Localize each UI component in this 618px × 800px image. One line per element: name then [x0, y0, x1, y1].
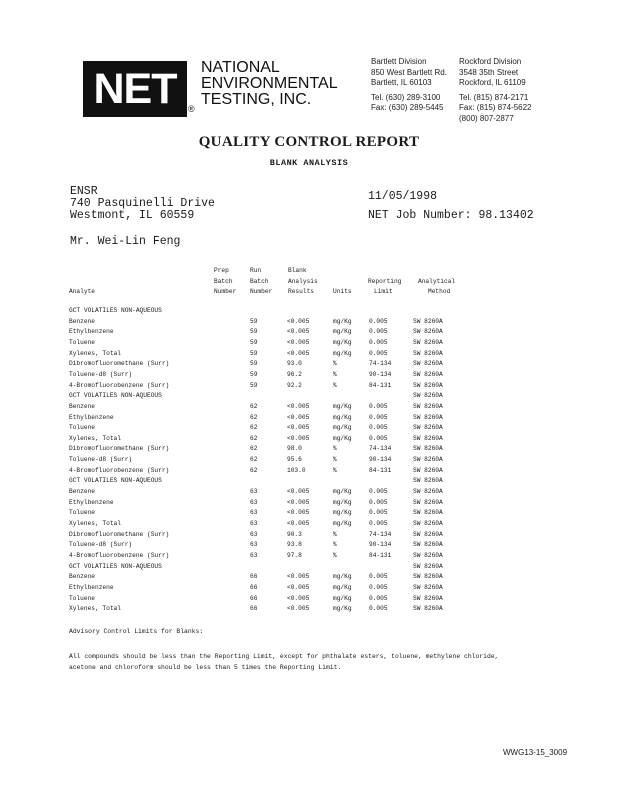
cell-units: mg/Kg: [333, 413, 352, 421]
header-line: Batch: [250, 277, 269, 285]
cell-units: %: [333, 360, 337, 368]
cell-run: 59: [250, 360, 258, 368]
cell-units: mg/Kg: [333, 328, 352, 336]
header-line: [333, 277, 352, 288]
cell-run: 62: [250, 445, 258, 453]
cell-result: 95.6: [287, 456, 302, 464]
cell-method: SW 8260A: [413, 488, 443, 496]
cell-units: mg/Kg: [333, 498, 352, 506]
table-row: [0, 530, 618, 541]
table-row: [0, 455, 618, 466]
cell-run: 62: [250, 413, 258, 421]
cell-method: SW 8260A: [413, 541, 443, 549]
cell-run: 59: [250, 338, 258, 346]
header-line: [69, 277, 95, 288]
header-line: Batch: [214, 277, 233, 285]
cell-analyte: Ethylbenzene: [69, 498, 114, 506]
cell-method: SW 8260A: [413, 498, 443, 506]
report-subtitle: BLANK ANALYSIS: [269, 158, 349, 168]
cell-method: SW 8260A: [413, 573, 443, 581]
cell-run: 63: [250, 541, 258, 549]
cell-analyte: Ethylbenzene: [69, 328, 114, 336]
header-prep-batch: [214, 266, 236, 298]
cell-rl: 0.005: [369, 573, 388, 581]
cell-result: 103.0: [287, 466, 306, 474]
cell-analyte: Ethylbenzene: [69, 583, 114, 591]
office-line: Tel. (815) 874-2171: [459, 92, 529, 102]
cell-run: 59: [250, 381, 258, 389]
table-row: [0, 476, 618, 487]
header-line: [418, 266, 455, 277]
net-logo: NET: [83, 61, 187, 117]
cell-result: <0.005: [287, 509, 310, 517]
office-line: Bartlett, IL 60103: [371, 78, 432, 87]
table-row: [0, 540, 618, 551]
table-row: [0, 444, 618, 455]
table-row: [0, 338, 618, 349]
office-line: Fax: (630) 289-5445: [371, 103, 444, 112]
report-title: QUALITY CONTROL REPORT: [198, 134, 420, 150]
cell-method: SW 8260A: [413, 349, 443, 357]
table-row: [0, 508, 618, 519]
cell-result: <0.005: [287, 434, 310, 442]
cell-run: 62: [250, 456, 258, 464]
cell-rl: 90-134: [369, 456, 392, 464]
office-line: (800) 807-2877: [459, 113, 514, 123]
cell-method: SW 8260A: [413, 381, 443, 389]
header-line: Number: [214, 288, 237, 295]
cell-analyte: Xylenes, Total: [69, 520, 121, 527]
cell-method: SW 8260A: [413, 360, 443, 368]
cell-rl: 74-134: [369, 445, 392, 453]
cell-method: SW 8260A: [413, 317, 443, 325]
cell-rl: 0.005: [369, 605, 388, 613]
cell-analyte: Toluene: [69, 338, 95, 346]
cell-result: 92.2: [287, 381, 302, 389]
registered-mark: ®: [188, 104, 195, 114]
header-line: Units: [333, 288, 352, 295]
cell-analyte: Toluene: [69, 594, 95, 602]
company-name-line: ENVIRONMENTAL: [201, 75, 338, 92]
cell-method: SW 8260A: [413, 594, 443, 602]
cell-result: <0.005: [287, 413, 310, 421]
cell-result: <0.005: [287, 349, 310, 357]
office-line: 3548 35th Street: [459, 67, 519, 77]
advisory-text: [69, 651, 499, 673]
cell-analyte: Benzene: [69, 317, 95, 325]
job-number-label: NET Job Number:: [368, 209, 472, 222]
cell-method: SW 8260A: [413, 445, 443, 453]
cell-rl: 90-134: [369, 370, 392, 378]
table-row: [0, 359, 618, 370]
cell-run: 62: [250, 466, 258, 474]
cell-run: 63: [250, 498, 258, 506]
header-blank-results: [288, 266, 318, 298]
company-name-line: TESTING, INC.: [201, 91, 312, 108]
cell-units: %: [333, 466, 337, 474]
table-row: [0, 498, 618, 509]
cell-rl: 90-134: [369, 541, 392, 549]
table-row: [0, 349, 618, 360]
cell-run: 66: [250, 573, 258, 581]
cell-analyte: Dibromofluoromethane (Surr): [69, 360, 170, 368]
cell-run: 59: [250, 349, 258, 357]
cell-units: %: [333, 551, 337, 559]
cell-rl: 84-131: [369, 381, 392, 389]
cell-units: mg/Kg: [333, 594, 352, 602]
cell-units: mg/Kg: [333, 509, 352, 517]
document-id: WWG13-15_3009: [503, 748, 568, 757]
header-line: Number: [250, 288, 273, 295]
advisory-heading: Advisory Control Limits for Blanks:: [69, 628, 204, 635]
table-row: [0, 551, 618, 562]
cell-analyte: GCT VOLATILES NON-AQUEOUS: [69, 392, 162, 400]
cell-rl: 84-131: [369, 551, 392, 559]
header-line: Reporting: [368, 277, 402, 285]
cell-run: 63: [250, 509, 258, 517]
office-line: Tel. (630) 289-3100: [371, 92, 441, 102]
cell-units: mg/Kg: [333, 605, 352, 613]
cell-rl: 0.005: [369, 424, 388, 432]
cell-method: SW 8260A: [413, 551, 443, 559]
cell-analyte: Dibromofluoromethane (Surr): [69, 530, 170, 538]
cell-run: 62: [250, 402, 258, 410]
report-date: 11/05/1998: [368, 190, 438, 203]
cell-rl: 74-134: [369, 360, 392, 368]
cell-rl: 0.005: [369, 402, 388, 410]
cell-method: SW 8260A: [413, 456, 443, 464]
cell-rl: 0.005: [369, 413, 388, 421]
header-line: [368, 266, 401, 277]
cell-rl: 0.005: [369, 488, 388, 496]
cell-result: <0.005: [287, 594, 310, 602]
cell-method: SW 8260A: [413, 328, 443, 336]
cell-result: 93.8: [287, 541, 302, 549]
header-line: Run: [250, 267, 262, 274]
cell-analyte: Toluene-d8 (Surr): [69, 370, 133, 378]
cell-method: SW 8260A: [413, 434, 443, 442]
header-line: Analyte: [69, 288, 95, 295]
cell-method: SW 8260A: [413, 562, 443, 570]
cell-run: 62: [250, 424, 258, 432]
cell-units: mg/Kg: [333, 317, 352, 325]
table-row: [0, 327, 618, 338]
header-units: [333, 266, 352, 298]
header-line: Analytical: [418, 277, 456, 285]
cell-analyte: Toluene: [69, 424, 95, 432]
cell-units: %: [333, 541, 337, 549]
cell-rl: 74-134: [369, 530, 392, 538]
header-line: Blank: [288, 267, 307, 274]
company-name-line: NATIONAL: [201, 59, 280, 76]
cell-units: %: [333, 445, 337, 453]
cell-rl: 0.005: [369, 594, 388, 602]
cell-units: %: [333, 456, 337, 464]
table-row: [0, 306, 618, 317]
office-line: Bartlett Division: [371, 57, 427, 66]
cell-units: %: [333, 370, 337, 378]
cell-result: 97.8: [287, 551, 302, 559]
cell-rl: 0.005: [369, 338, 388, 346]
cell-analyte: GCT VOLATILES NON-AQUEOUS: [69, 477, 162, 485]
header-line: Method: [428, 288, 451, 295]
cell-rl: 0.005: [369, 317, 388, 325]
cell-units: mg/Kg: [333, 583, 352, 591]
cell-run: 63: [250, 488, 258, 496]
cell-units: mg/Kg: [333, 434, 352, 442]
cell-result: <0.005: [287, 488, 310, 496]
table-row: [0, 423, 618, 434]
cell-result: <0.005: [287, 498, 310, 506]
cell-method: SW 8260A: [413, 424, 443, 432]
cell-run: 63: [250, 551, 258, 559]
table-row: [0, 594, 618, 605]
table-row: [0, 572, 618, 583]
cell-result: <0.005: [287, 583, 310, 591]
cell-run: 63: [250, 520, 258, 527]
table-row: [0, 317, 618, 328]
rockford-office: [459, 57, 532, 124]
cell-rl: 0.005: [369, 434, 388, 442]
table-row: [0, 370, 618, 381]
cell-analyte: Dibromofluoromethane (Surr): [69, 445, 170, 453]
cell-method: SW 8260A: [413, 605, 443, 613]
header-reporting-limit: [368, 266, 401, 298]
cell-method: SW 8260A: [413, 520, 443, 527]
cell-result: <0.005: [287, 424, 310, 432]
cell-analyte: Benzene: [69, 402, 95, 410]
cell-rl: 0.005: [369, 349, 388, 357]
address-line: Westmont, IL 60559: [70, 209, 195, 222]
cell-rl: 0.005: [369, 498, 388, 506]
cell-analyte: Xylenes, Total: [69, 434, 121, 442]
cell-method: SW 8260A: [413, 466, 443, 474]
cell-analyte: Xylenes, Total: [69, 605, 121, 613]
cell-result: <0.005: [287, 402, 310, 410]
table-row: [0, 487, 618, 498]
cell-analyte: GCT VOLATILES NON-AQUEOUS: [69, 307, 162, 314]
cell-run: 59: [250, 317, 258, 325]
cell-result: <0.005: [287, 317, 310, 325]
cell-run: 66: [250, 605, 258, 613]
cell-units: mg/Kg: [333, 349, 352, 357]
cell-rl: 0.005: [369, 509, 388, 517]
table-row: [0, 583, 618, 594]
cell-method: SW 8260A: [413, 402, 443, 410]
cell-method: SW 8260A: [413, 370, 443, 378]
cell-analyte: Benzene: [69, 573, 95, 581]
cell-analyte: GCT VOLATILES NON-AQUEOUS: [69, 562, 162, 570]
client-address: [70, 186, 215, 222]
header-line: Prep: [214, 267, 229, 274]
cell-result: 96.2: [287, 370, 302, 378]
cell-analyte: Ethylbenzene: [69, 413, 114, 421]
cell-units: mg/Kg: [333, 424, 352, 432]
office-line: Fax: (815) 874-5622: [459, 103, 532, 112]
table-row: [0, 562, 618, 573]
cell-analyte: Toluene-d8 (Surr): [69, 541, 133, 549]
table-row: [0, 413, 618, 424]
header-run-batch: [250, 266, 272, 298]
cell-units: mg/Kg: [333, 488, 352, 496]
office-line: 850 West Bartlett Rd.: [371, 67, 447, 77]
table-row: [0, 604, 618, 615]
cell-result: <0.005: [287, 573, 310, 581]
cell-result: 98.0: [287, 445, 302, 453]
contact-name: Mr. Wei-Lin Feng: [70, 235, 181, 248]
cell-analyte: Toluene: [69, 509, 95, 517]
cell-method: SW 8260A: [413, 392, 443, 400]
header-line: [69, 266, 95, 277]
address-line: ENSR: [70, 185, 98, 198]
cell-result: <0.005: [287, 605, 310, 613]
cell-method: SW 8260A: [413, 477, 443, 485]
cell-units: mg/Kg: [333, 520, 352, 527]
cell-analyte: 4-Bromofluorobenzene (Surr): [69, 381, 170, 389]
cell-result: <0.005: [287, 520, 310, 527]
cell-run: 62: [250, 434, 258, 442]
cell-run: 63: [250, 530, 258, 538]
table-row: [0, 434, 618, 445]
cell-method: SW 8260A: [413, 413, 443, 421]
job-number-value: 98.13402: [478, 209, 534, 222]
header-line: [333, 266, 352, 277]
cell-units: mg/Kg: [333, 573, 352, 581]
cell-units: mg/Kg: [333, 402, 352, 410]
header-line: Limit: [374, 288, 393, 295]
office-line: Rockford Division: [459, 57, 522, 66]
job-number: [368, 209, 534, 222]
header-line: Results: [288, 288, 314, 295]
cell-run: 59: [250, 370, 258, 378]
cell-analyte: 4-Bromofluorobenzene (Surr): [69, 551, 170, 559]
table-row: [0, 391, 618, 402]
cell-result: 93.0: [287, 360, 302, 368]
cell-method: SW 8260A: [413, 583, 443, 591]
company-name: [201, 60, 338, 108]
header-line: Analysis: [288, 277, 318, 285]
cell-units: mg/Kg: [333, 338, 352, 346]
header-analytical-method: [418, 266, 455, 298]
cell-units: %: [333, 381, 337, 389]
cell-rl: 0.005: [369, 583, 388, 591]
table-row: [0, 381, 618, 392]
advisory-line: acetone and chloroform should be less than 5 times the Reporting Limit.: [69, 664, 342, 671]
cell-result: <0.005: [287, 328, 310, 336]
cell-result: <0.005: [287, 338, 310, 346]
cell-run: 66: [250, 583, 258, 591]
cell-rl: 84-131: [369, 466, 392, 474]
address-line: 740 Pasquinelli Drive: [70, 197, 215, 210]
bartlett-office: [371, 57, 447, 114]
cell-analyte: Toluene-d8 (Surr): [69, 456, 133, 464]
cell-method: SW 8260A: [413, 509, 443, 517]
header-analyte: [69, 266, 95, 298]
cell-run: 59: [250, 328, 258, 336]
cell-analyte: 4-Bromofluorobenzene (Surr): [69, 466, 170, 474]
table-row: [0, 402, 618, 413]
cell-rl: 0.005: [369, 328, 388, 336]
cell-method: SW 8260A: [413, 530, 443, 538]
cell-analyte: Benzene: [69, 488, 95, 496]
advisory-line: All compounds should be less than the Reporting Limit, except for phthalate esters, toluene, methylene chloride,: [69, 653, 499, 660]
cell-run: 66: [250, 594, 258, 602]
cell-result: 90.3: [287, 530, 302, 538]
table-row: [0, 466, 618, 477]
office-line: Rockford, IL 61109: [459, 78, 526, 87]
table-row: [0, 519, 618, 530]
cell-analyte: Xylenes, Total: [69, 349, 121, 357]
cell-rl: 0.005: [369, 520, 388, 527]
cell-units: %: [333, 530, 337, 538]
cell-method: SW 8260A: [413, 338, 443, 346]
